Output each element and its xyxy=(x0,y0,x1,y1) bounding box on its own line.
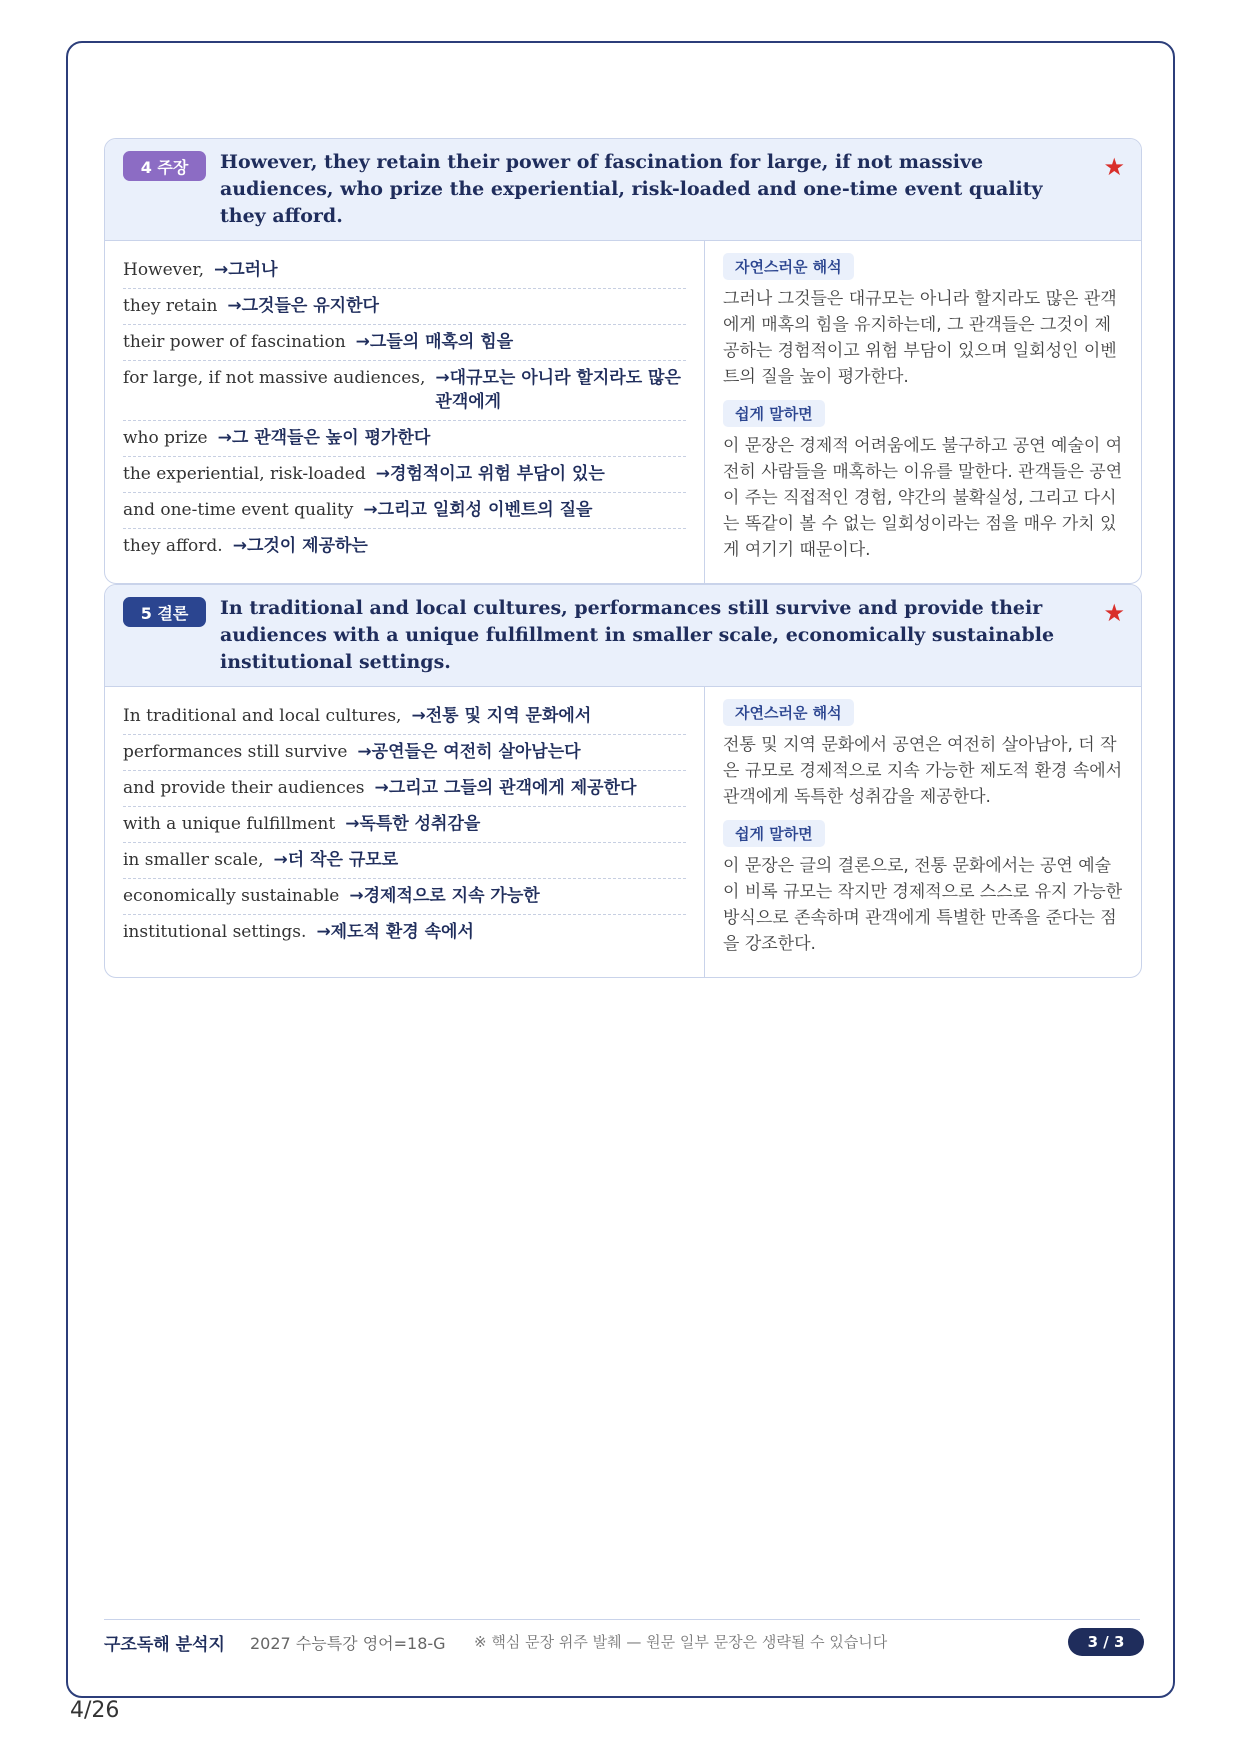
chunk-ko: →그들의 매혹의 힘을 xyxy=(355,332,514,352)
interpretation-panel xyxy=(705,241,1141,583)
chunk-en: and provide their audiences xyxy=(123,778,365,798)
easy-text: 이 문장은 글의 결론으로, 전통 문화에서는 공연 예술이 비록 규모는 작지만 경제적으로 스스로 유지 가능한 방식으로 존속하며 관객에게 특별한 만족을 준다는 점을 강조한다. xyxy=(723,856,1123,954)
natural-text: 전통 및 지역 문화에서 공연은 여전히 살아남아, 더 작은 규모로 경제적으로 지속 가능한 제도적 환경 속에서 관객에게 독특한 성취감을 제공한다. xyxy=(723,735,1123,807)
chunk-en: and one-time event quality xyxy=(123,500,354,520)
chunk-ko: →그리고 일회성 이벤트의 질을 xyxy=(363,500,593,520)
chunk-row xyxy=(123,843,686,879)
star-icon: ★ xyxy=(1103,153,1125,181)
chunk-row xyxy=(123,529,686,564)
chunk-row xyxy=(123,735,686,771)
interpretation-panel xyxy=(705,687,1141,977)
footer-note: ※ 핵심 문장 위주 발췌 — 원문 일부 문장은 생략될 수 있습니다 xyxy=(474,1633,888,1651)
natural-text: 그러나 그것들은 대규모는 아니라 할지라도 많은 관객에게 매혹의 힘을 유지하는데, 그 관객들은 그것이 제공하는 경험적이고 위험 부담이 있으며 일회성인 이벤트의 질을 높이 평가한다. xyxy=(723,289,1117,387)
chunk-en: However, xyxy=(123,260,204,280)
easy-label: 쉽게 말하면 xyxy=(723,400,825,427)
chunk-en: the experiential, risk-loaded xyxy=(123,464,366,484)
footer-brand: 구조독해 분석지 xyxy=(104,1635,225,1655)
page-indicator: 3 / 3 xyxy=(1068,1628,1144,1656)
chunk-en: In traditional and local cultures, xyxy=(123,706,402,726)
chunk-en: they afford. xyxy=(123,536,223,556)
chunk-en: in smaller scale, xyxy=(123,850,264,870)
card-header xyxy=(105,585,1141,687)
card-sentence: However, they retain their power of fascination for large, if not massive audiences, who prize the experiential, risk-loaded and one-time event quality they afford. xyxy=(220,151,1043,227)
chunk-ko: →그러나 xyxy=(214,260,278,280)
chunk-en: they retain xyxy=(123,296,218,316)
chunk-ko: →그것이 제공하는 xyxy=(232,536,368,556)
chunk-row xyxy=(123,771,686,807)
chunk-row xyxy=(123,457,686,493)
badge-claim: 4 주장 xyxy=(123,151,206,181)
chunk-ko: →전통 및 지역 문화에서 xyxy=(411,706,592,726)
chunk-ko: →독특한 성취감을 xyxy=(345,814,481,834)
natural-label: 자연스러운 해석 xyxy=(723,253,854,280)
chunk-en: economically sustainable xyxy=(123,886,340,906)
card-header xyxy=(105,139,1141,241)
chunk-row xyxy=(123,699,686,735)
chunk-ko: →그 관객들은 높이 평가한다 xyxy=(217,428,431,448)
sentence-card-5 xyxy=(104,584,1142,978)
chunk-row xyxy=(123,253,686,289)
chunk-row xyxy=(123,879,686,915)
card-sentence: In traditional and local cultures, performances still survive and provide their audiences with a unique fulfillment in smaller scale, economically sustainable institutional settings. xyxy=(220,597,1055,673)
easy-label: 쉽게 말하면 xyxy=(723,820,825,847)
chunk-row xyxy=(123,493,686,529)
chunk-row xyxy=(123,915,686,950)
footer-divider xyxy=(104,1619,1140,1620)
chunk-list xyxy=(105,241,705,583)
chunk-ko: →경제적으로 지속 가능한 xyxy=(349,886,540,906)
chunk-en: institutional settings. xyxy=(123,922,307,942)
chunk-en: who prize xyxy=(123,428,208,448)
chunk-ko: →경험적이고 위험 부담이 있는 xyxy=(375,464,605,484)
easy-text: 이 문장은 경제적 어려움에도 불구하고 공연 예술이 여전히 사람들을 매혹하는 이유를 말한다. 관객들은 공연이 주는 직접적인 경험, 약간의 불확실성, 그리고 다시는 똑같이 볼 수 없는 일회성이라는 점을 매우 가치 있게 여기기 때문이다. xyxy=(723,436,1123,560)
chunk-ko: →그리고 그들의 관객에게 제공한다 xyxy=(374,778,637,798)
star-icon: ★ xyxy=(1103,599,1125,627)
chunk-en: with a unique fulfillment xyxy=(123,814,336,834)
chunk-en: performances still survive xyxy=(123,742,348,762)
chunk-ko: →그것들은 유지한다 xyxy=(227,296,379,316)
chunk-row xyxy=(123,421,686,457)
chunk-ko: →공연들은 여전히 살아남는다 xyxy=(357,742,581,762)
chunk-row xyxy=(123,361,686,421)
chunk-list xyxy=(105,687,705,977)
natural-label: 자연스러운 해석 xyxy=(723,699,854,726)
chunk-row xyxy=(123,289,686,325)
pdf-page-number: 4/26 xyxy=(70,1698,120,1723)
chunk-row xyxy=(123,807,686,843)
chunk-ko: →더 작은 규모로 xyxy=(273,850,399,870)
sentence-card-4 xyxy=(104,138,1142,584)
chunk-row xyxy=(123,325,686,361)
chunk-ko: →대규모는 아니라 할지라도 많은 관객에게 xyxy=(435,368,681,412)
footer-source: 2027 수능특강 영어=18-G xyxy=(250,1634,446,1653)
chunk-en: their power of fascination xyxy=(123,332,346,352)
chunk-en: for large, if not massive audiences, xyxy=(123,368,426,388)
badge-conclusion: 5 결론 xyxy=(123,597,206,627)
chunk-ko: →제도적 환경 속에서 xyxy=(316,922,474,942)
